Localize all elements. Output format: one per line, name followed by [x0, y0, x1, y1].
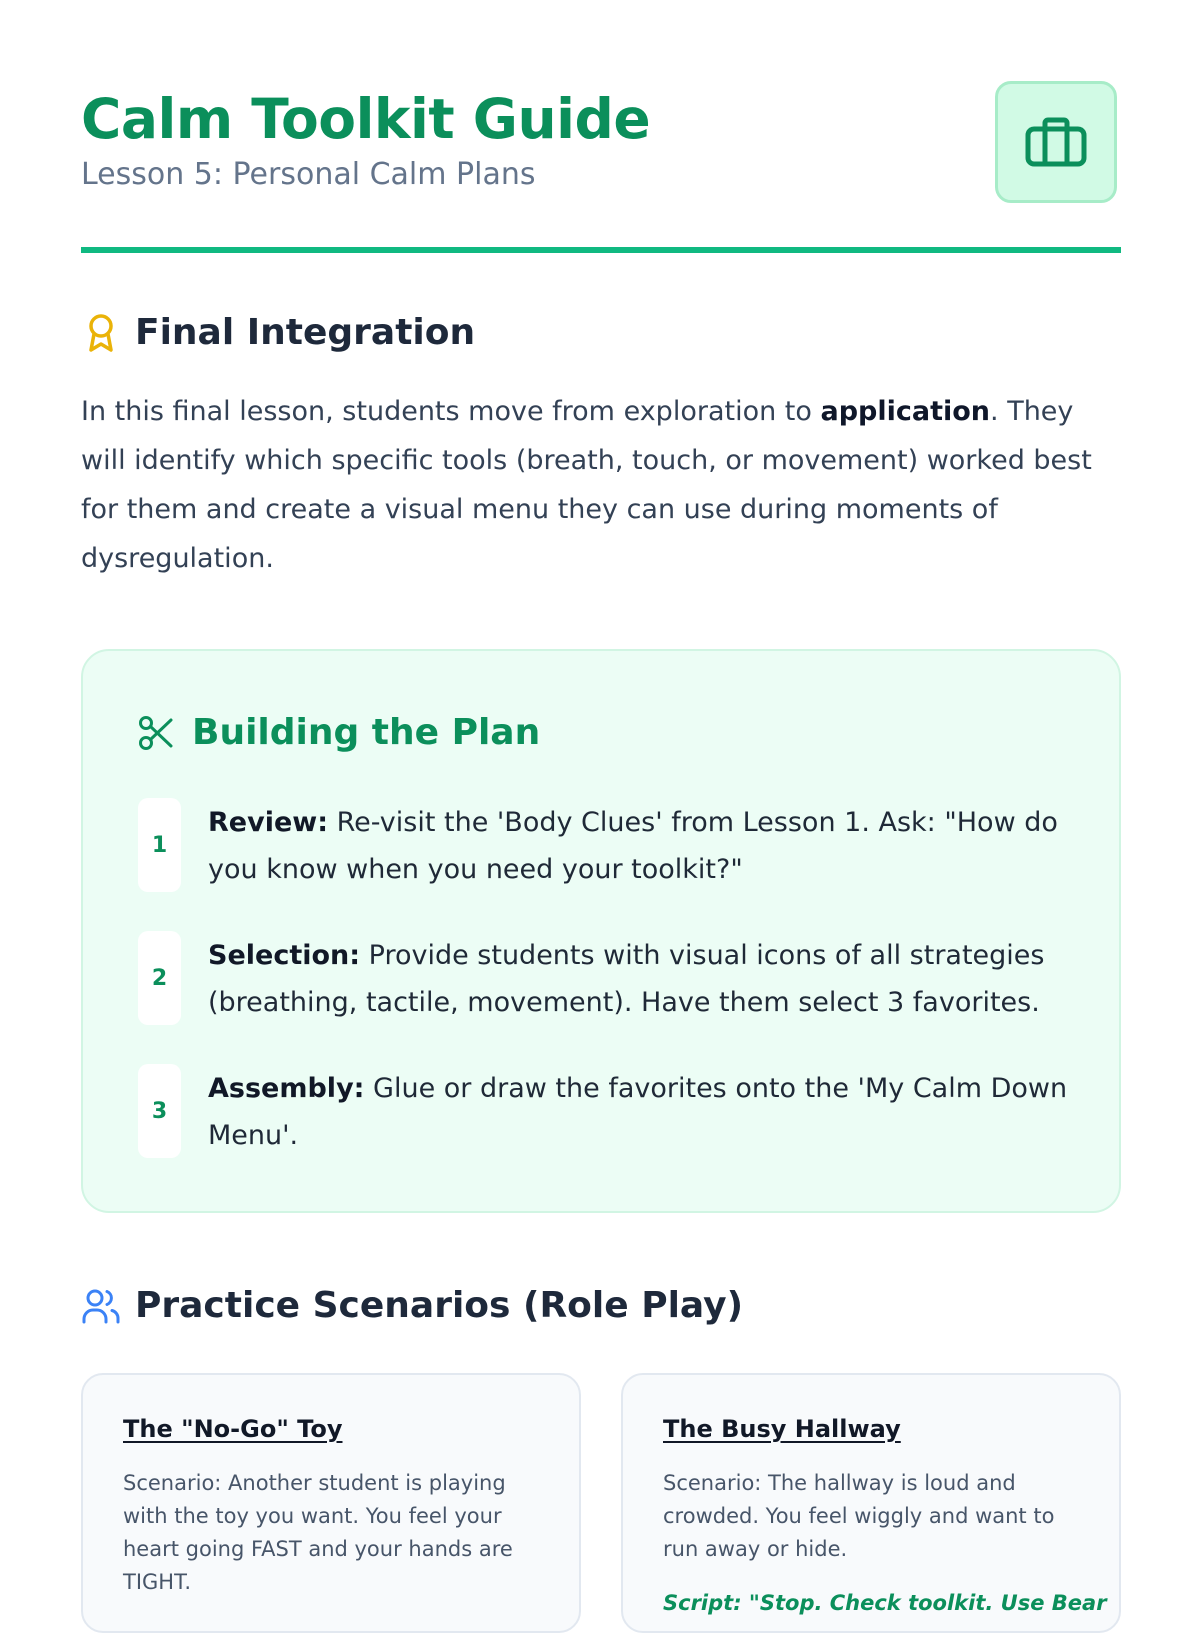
logo-badge [995, 81, 1117, 203]
plan-step [138, 931, 1068, 1027]
header-divider [81, 247, 1121, 253]
intro-emphasis: application [820, 396, 991, 427]
step-number: 2 [138, 931, 181, 1025]
step-description: Re-visit the 'Body Clues' from Lesson 1. Ask: "How do you know when you need your toolkit?" [208, 807, 1058, 885]
page-header [81, 84, 1121, 254]
step-label: Review: [208, 807, 329, 838]
step-label: Selection: [208, 940, 361, 971]
plan-step [138, 798, 1068, 894]
final-integration-heading [81, 309, 475, 357]
final-integration-title: Final Integration [135, 312, 476, 353]
briefcase-icon [1025, 117, 1087, 167]
intro-text-end: . They will identify which specific tools (breath, touch, or movement) worked best for them and create a visual menu they can use during moments of dysregulation. [81, 396, 1092, 574]
users-icon [81, 1288, 121, 1324]
step-text [208, 1065, 1068, 1159]
practice-scenarios-title: Practice Scenarios (Role Play) [135, 1285, 744, 1326]
scissors-icon [138, 715, 176, 751]
scenario-card [621, 1373, 1121, 1633]
scenario-text: Scenario: Another student is playing with the toy you want. You feel your heart going FAST and your hands are TIGHT. [123, 1471, 513, 1594]
scenario-script: Script: "Stop. Check toolkit. Use Bear [663, 1591, 1107, 1615]
building-plan-heading [138, 709, 540, 757]
intro-paragraph [81, 387, 1121, 583]
scenario-card [81, 1373, 581, 1633]
building-plan-title: Building the Plan [192, 712, 541, 753]
page-subtitle: Lesson 5: Personal Calm Plans [81, 157, 536, 192]
intro-text-start: In this final lesson, students move from exploration to [81, 396, 821, 427]
step-label: Assembly: [208, 1073, 365, 1104]
scenario-title: The Busy Hallway [663, 1415, 901, 1443]
practice-scenarios-heading [81, 1282, 743, 1330]
plan-step [138, 1064, 1068, 1160]
step-number: 1 [138, 798, 181, 892]
scenario-title: The "No-Go" Toy [123, 1415, 343, 1443]
step-text [208, 799, 1068, 893]
scenario-text: Scenario: The hallway is loud and crowded. You feel wiggly and want to run away or hide. [663, 1471, 1055, 1561]
award-ribbon-icon [81, 313, 121, 353]
building-plan-panel [81, 649, 1121, 1213]
step-description: Glue or draw the favorites onto the 'My Calm Down Menu'. [208, 1073, 1068, 1151]
page-title: Calm Toolkit Guide [81, 87, 651, 151]
step-number: 3 [138, 1064, 181, 1158]
step-text [208, 932, 1068, 1026]
step-description: Provide students with visual icons of all strategies (breathing, tactile, movement). Have them select 3 favorites. [208, 940, 1045, 1018]
